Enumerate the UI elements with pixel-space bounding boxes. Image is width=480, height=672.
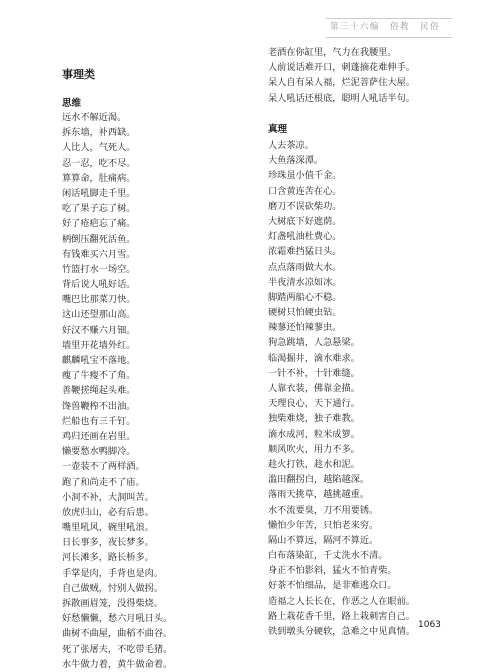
proverb-line: 这山还望那山高。 [62,309,136,321]
proverb-line: 柄倒压翻死活鱼。 [62,233,136,245]
proverb-line: 懒要愁水鸭脚冷。 [62,446,136,458]
proverb-line: 拆东墙，补西缺。 [62,127,136,139]
proverb-line: 人靠衣装，佛靠金描。 [268,383,360,394]
proverb-line: 人比人，气死人。 [62,142,136,154]
proverb-line: 人去茶凉。 [268,140,314,151]
proverb-line: 脚踏两船心不稳。 [268,291,342,303]
proverb-line: 落雨天挑草，越挑越重。 [268,489,370,501]
proverb-list-continued [268,45,415,106]
proverb-line: 好茶不怕细品，是非难逃众口。 [268,580,397,592]
proverb-line: 身正不怕影斜，猛火不怕青柴。 [268,565,397,577]
proverb-line: 呆人吼话还根底，聪明人吼话半句。 [268,92,415,104]
proverb-line: 灯盏吼油杜费心。 [268,231,342,243]
proverb-line: 铁到墩头分硬软，急难之中见真情。 [268,626,415,637]
proverb-line: 麒麟吼宝不落地。 [62,355,136,366]
proverb-line: 死了张屠夫，不吃带毛猪。 [62,643,173,655]
proverb-line: 懒怕少年苦，只怕老来穷。 [268,519,379,531]
proverb-line: 墙里开花墙外红。 [62,339,136,351]
proverb-line: 馋兽鞭榨不出油。 [62,400,136,412]
proverb-line: 嘴巴比那菜刀快。 [62,294,136,306]
section-title-truth: 真理 [268,124,288,135]
proverb-line: 远水不解近渴。 [62,112,127,123]
proverb-line: 好了疮疤忘了痛。 [62,218,136,230]
proverb-line: 独柴难烧，独子难教。 [268,413,360,425]
proverb-line: 忍一忍，吃不尽。 [62,157,136,169]
proverb-line: 闲话吼脚走千里。 [62,187,136,199]
proverb-line: 辣蓼还怕辣蓼虫。 [268,322,342,334]
proverb-line: 滴水成河，粒米成箩。 [268,428,360,440]
proverb-line: 天理良心，天下通行。 [268,398,360,410]
proverb-line: 一针不补，十针难缝。 [268,367,360,379]
running-header: 第三十六编 俗教 民俗 [330,22,441,32]
proverb-line: 顺风吹火，用力不多。 [268,443,360,455]
proverb-line: 放虎归山，必有后患。 [62,506,154,518]
proverb-line: 嘴里吼风，碗里吼浪。 [62,522,154,534]
proverb-line: 水不流要臭，刀不用要锈。 [268,504,379,516]
proverb-line: 烂船也有三千钉。 [62,415,136,427]
proverb-line: 造福之人长长在，作恶之人在眼前。 [268,595,415,607]
proverb-line: 半夜清水凉如冰。 [268,276,342,288]
proverb-line: 吃了果子忘了树。 [62,203,136,215]
proverb-line: 一壶装不了两样酒。 [62,461,145,473]
proverb-line: 水牛做力着，黄牛做命着。 [62,658,173,670]
proverb-line: 瘦了牛瘦不了角。 [62,370,136,382]
proverb-line: 大树底下好遮荫。 [268,215,342,227]
proverb-list-truth [268,138,415,639]
proverb-line: 手掌是肉，手背也是肉。 [62,567,164,579]
proverb-line: 日长事多，夜长梦多。 [62,537,154,549]
section-title-thinking: 思维 [62,98,82,109]
proverb-line: 好愁懒懒，愁六月吼日头。 [62,613,173,625]
proverb-line: 老酒在你缸里，气力在我腰里。 [268,47,397,58]
proverb-line: 大鱼落深潭。 [268,155,324,167]
proverb-line: 人前说话难开口，刺蓬摘花难伸手。 [268,62,415,74]
page-number: 1063 [418,620,441,630]
proverb-line: 珍珠虽小值千金。 [268,170,342,182]
category-title: 事理类 [62,68,95,81]
proverb-line: 有钱难买六月雪。 [62,248,136,260]
proverb-list-thinking [62,110,172,672]
proverb-line: 硬树只怕硬虫钻。 [268,307,342,319]
proverb-line: 好汉不赚六月钿。 [62,324,136,336]
proverb-line: 滥田翻拐白，越陷越深。 [268,474,370,486]
proverb-line: 鸡归还画在岩里。 [62,430,136,442]
proverb-line: 磨刀不误砍柴功。 [268,200,342,212]
proverb-line: 口含黄连苦在心。 [268,185,342,197]
proverb-line: 竹篮打水一场空。 [62,263,136,275]
proverb-line: 隔山不算远，隔河不算近。 [268,534,379,546]
proverb-line: 河长滩多，路长桥多。 [62,552,154,564]
proverb-line: 白布落染缸，千丈洗水不清。 [268,550,388,562]
proverb-line: 小洞不补，大洞叫苦。 [62,491,154,503]
proverb-line: 狗急跳墙，人急悬梁。 [268,337,360,349]
proverb-line: 算算命，肚痛病。 [62,172,136,184]
proverb-line: 浓霜难挡猛日头。 [268,246,342,258]
proverb-line: 背后说人吼好话。 [62,279,136,291]
proverb-line: 趁火打铁，趁水和泥。 [268,458,360,470]
proverb-line: 曲树不曲屋，曲稻不曲谷。 [62,628,173,640]
proverb-line: 呆人自有呆人福，烂泥菩萨住大屋。 [268,77,415,89]
proverb-line: 善鞭搓绳起头难。 [62,385,136,397]
proverb-line: 自己做贼，忖别人做拐。 [62,582,164,594]
proverb-line: 临渴掘井，滴水难求。 [268,352,360,364]
proverb-line: 跑了和尚走不了庙。 [62,476,145,488]
proverb-line: 路上栽花香千里，路上栽刺害自己。 [268,610,415,622]
proverb-line: 拆散画眉笼，没得柴烧。 [62,598,164,609]
proverb-line: 点点落雨做大水。 [268,261,342,273]
